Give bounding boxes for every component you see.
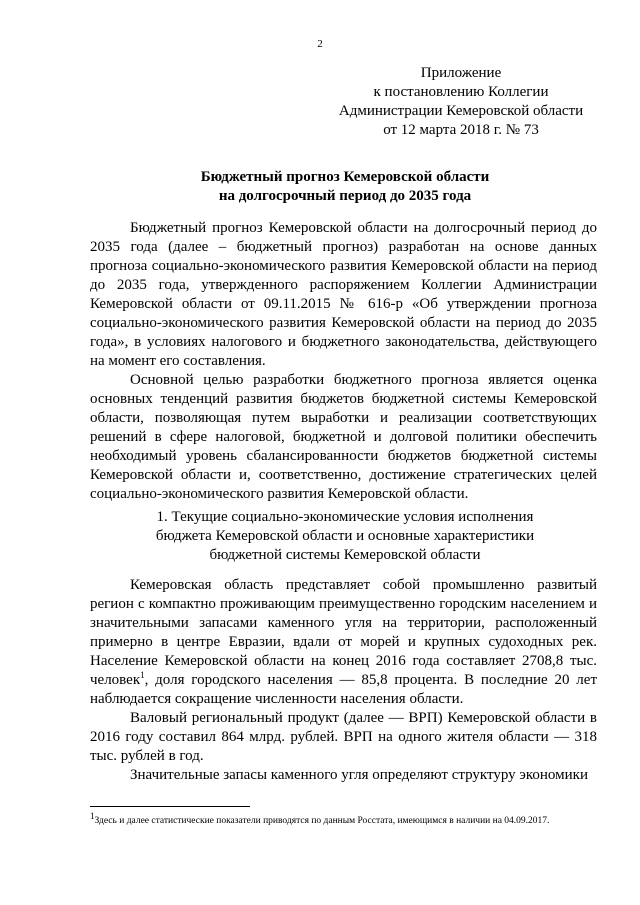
paragraph: Валовый региональный продукт (далее — ВРП) Кемеровской области в 2016 году составил 864 млрд. рублей. ВРП на одного жителя области — 318 тыс. рублей в год. — [90, 710, 597, 764]
paragraph: Бюджетный прогноз Кемеровской области на долгосрочный период до 2035 года (далее – бюджетный прогноз) разработан на основе данных прогноза социально-экономического развития Кемеровской области на период до 2035 года, утвержденного распоряжением Коллегии Администрации Кемеровской области от 09.11.2015 № 616-р «Об утверждении прогноза социально-экономического развития Кемеровской области на период до 2035 года», в условиях налогового и бюджетного законодательства, действующего на момент его составления. — [90, 220, 597, 369]
appendix-line: к постановлению Коллегии — [373, 84, 549, 100]
paragraph — [90, 576, 597, 709]
intro-section — [90, 219, 597, 504]
heading-line: бюджетной системы Кемеровской области — [209, 547, 481, 563]
footnote-reference[interactable]: 1 — [140, 670, 145, 680]
title-line: на долгосрочный период до 2035 года — [218, 188, 472, 204]
title-line: Бюджетный прогноз Кемеровской области — [200, 169, 490, 185]
appendix-line: от 12 марта 2018 г. № 73 — [383, 122, 539, 138]
footnote-divider — [90, 806, 250, 807]
appendix-line: Администрации Кемеровской области — [338, 103, 584, 119]
document-title — [90, 168, 600, 206]
section-body — [90, 576, 597, 785]
footnote-text: Здесь и далее статистические показатели приводятся по данным Росстата, имеющимся в наличии на 04.09.2017. — [94, 816, 550, 826]
appendix-header — [330, 64, 592, 140]
paragraph-text: Кемеровская область представляет собой промышленно развитый регион с компактно проживающим преимущественно городским населением и значительными запасами каменного угля на территории, расположенный примерно в центре Евразии, вдали от морей и крупных судоходных рек. Население Кемеровской области на конец 2016 года составляет 2708,8 тыс. человек — [90, 577, 597, 688]
page-number: 2 — [317, 38, 323, 50]
footnote-marker: 1 — [90, 810, 95, 821]
heading-line: 1. Текущие социально-экономические условия исполнения — [156, 509, 534, 525]
heading-line: бюджета Кемеровской области и основные характеристики — [155, 528, 535, 544]
section-heading — [90, 508, 600, 565]
paragraph: Основной целью разработки бюджетного прогноза является оценка основных тенденций развития бюджетов бюджетной системы Кемеровской области, позволяющая путем выработки и реализации соответствующих решений в сфере налоговой, бюджетной и долговой политики обеспечить необходимый уровень сбалансированности бюджетов бюджетной системы Кемеровской области и, соответственно, достижение стратегических целей социально-экономического развития Кемеровской области. — [90, 372, 597, 502]
footnote — [90, 810, 597, 828]
paragraph-text: , доля городского населения — 85,8 процента. В последние 20 лет наблюдается сокращение численности населения области. — [90, 672, 597, 707]
paragraph: Значительные запасы каменного угля определяют структуру экономики — [130, 767, 588, 783]
appendix-line: Приложение — [420, 65, 502, 81]
